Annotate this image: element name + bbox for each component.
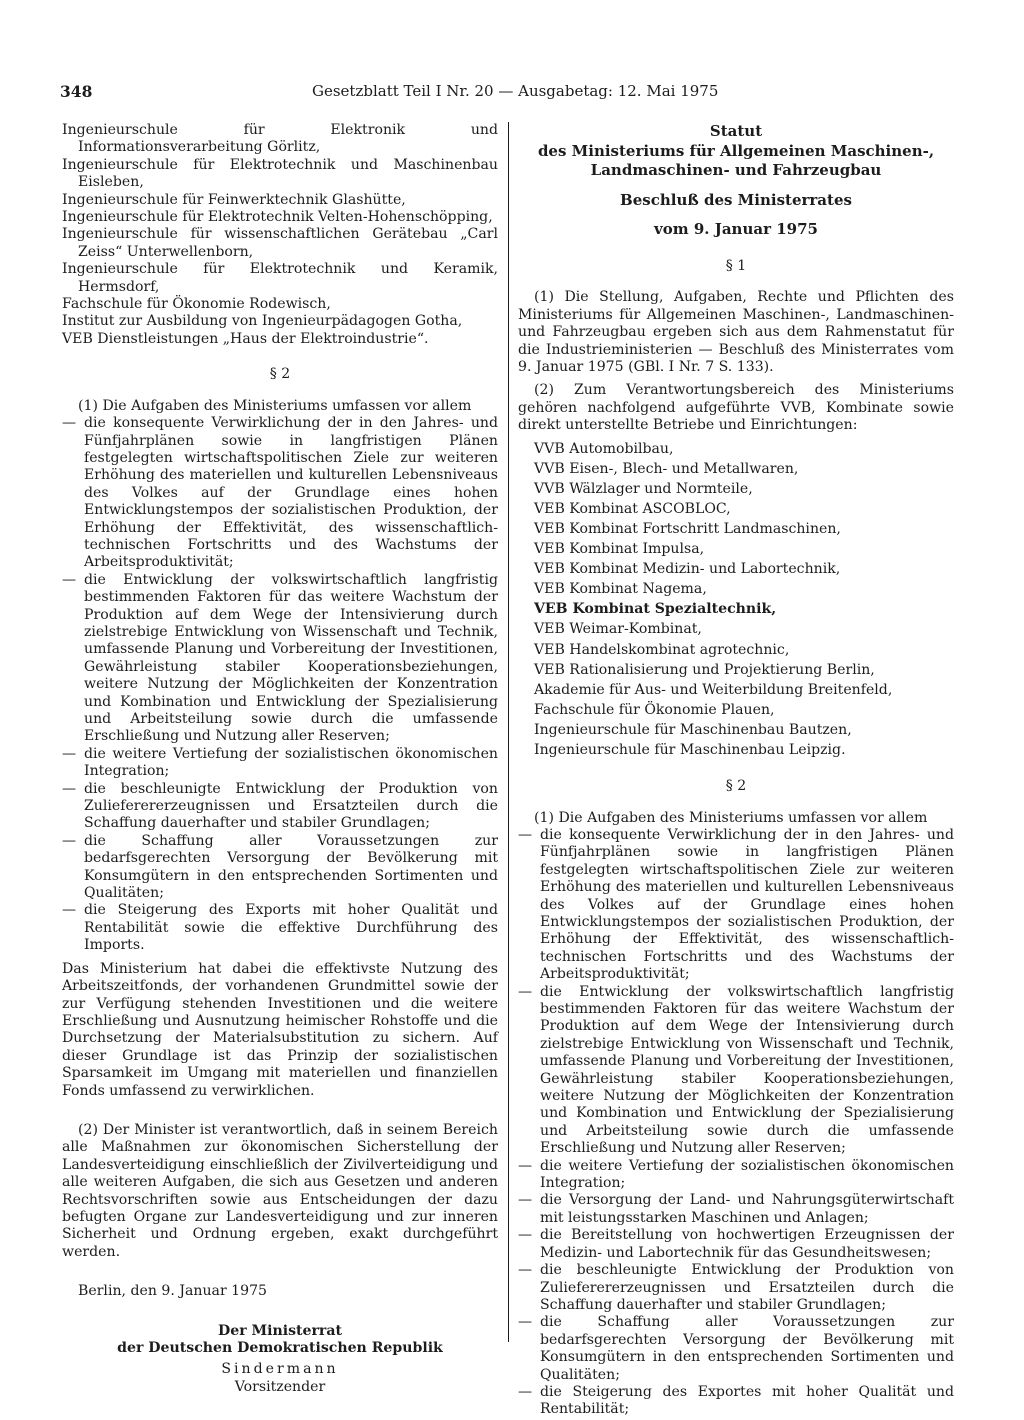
list-item: Institut zur Ausbildung von Ingenieurpädagogen Gotha, bbox=[62, 313, 463, 330]
list-item: VEB Kombinat Medizin- und Labortechnik, bbox=[534, 561, 841, 578]
paragraph-1: (1) Die Stellung, Aufgaben, Rechte und Pflichten des Ministeriums für Allgemeinen Maschinen-, Landmaschinen- und Fahrzeugbau ergeben sich aus dem Rahmenstatut für die Industrieministerien — Beschluß des Ministerrates vom 9. Januar 1975 (GBl. I Nr. 7 S. 133). bbox=[518, 289, 954, 375]
paragraph-ministry: Das Ministerium hat dabei die effektivste Nutzung des Arbeitszeitfonds, der vorhandenen Grundmittel sowie der zur Verfügung stehenden Investitionen und die weitere Erschließung und Ausnutzung heimischer Rohstoffe und die Durchsetzung der Materialsubstitution zu sichern. Auf dieser Grundlage ist das Prinzip der sozialistischen Sparsamkeit im Umgang mit materiellen und finanziellen Fonds umfassend zu verwirklichen. bbox=[62, 960, 498, 1099]
list-item: Akademie für Aus- und Weiterbildung Breitenfeld, bbox=[534, 681, 893, 698]
bullet-item bbox=[62, 833, 498, 903]
signature-body bbox=[62, 1323, 498, 1358]
gazette-header-title: Gesetzblatt Teil I Nr. 20 — Ausgabetag: 12. Mai 1975 bbox=[312, 82, 719, 100]
bullet-text: die weitere Vertiefung der sozialistischen ökonomischen Integration; bbox=[540, 1157, 954, 1192]
statute-subtitle: Beschluß des Ministerrates bbox=[620, 190, 852, 209]
bullet-text: die Steigerung des Exportes mit hoher Qualität und Rentabilität; bbox=[540, 1383, 954, 1418]
list-item: Ingenieurschule für Feinwerktechnik Glashütte, bbox=[62, 191, 406, 208]
dash-marker: — bbox=[518, 983, 533, 1000]
dash-marker: — bbox=[518, 1192, 533, 1209]
bullet-text: die Bereitstellung von hochwertigen Erzeugnissen der Medizin- und Labortechnik für das Gesundheitswesen; bbox=[540, 1227, 954, 1261]
right-column bbox=[518, 122, 954, 1419]
statute-date: vom 9. Januar 1975 bbox=[654, 220, 818, 239]
place-date: Berlin, den 9. Januar 1975 bbox=[78, 1283, 268, 1300]
list-item: Ingenieurschule für Maschinenbau Leipzig. bbox=[534, 742, 846, 759]
list-item: Ingenieurschule für wissenschaftlichen Gerätebau „Carl Zeiss“ Unterwellenborn, bbox=[62, 226, 498, 260]
list-item: VEB Weimar-Kombinat, bbox=[534, 621, 702, 638]
statute-title bbox=[518, 122, 954, 240]
bullet-text: die beschleunigte Entwicklung der Produktion von Zulieferererzeugnissen und Ersatzteilen durch die Schaffung dauerhafter und stabiler Grundlagen; bbox=[84, 780, 498, 832]
column-divider bbox=[508, 122, 509, 1342]
dash-marker: — bbox=[518, 826, 533, 843]
bullet-item bbox=[518, 1314, 954, 1384]
bullet-item bbox=[518, 1158, 954, 1193]
bullet-item bbox=[518, 827, 954, 984]
dash-marker: — bbox=[62, 415, 77, 432]
dash-marker: — bbox=[518, 1157, 533, 1174]
dash-marker: — bbox=[518, 1383, 533, 1400]
signer-name: Sindermann bbox=[221, 1361, 339, 1378]
bullet-item bbox=[62, 746, 498, 781]
section-intro: (1) Die Aufgaben des Ministeriums umfassen vor allem bbox=[78, 397, 472, 414]
list-item: VEB Kombinat Nagema, bbox=[534, 581, 707, 598]
dash-marker: — bbox=[62, 902, 77, 919]
bullet-item bbox=[518, 984, 954, 1158]
dash-marker: — bbox=[518, 1314, 533, 1331]
entity-list bbox=[518, 439, 954, 761]
page-header bbox=[60, 82, 960, 104]
list-item: VEB Kombinat Spezialtechnik, bbox=[534, 601, 777, 618]
list-item: VEB Handelskombinat agrotechnic, bbox=[534, 641, 790, 658]
left-column bbox=[62, 122, 498, 1396]
bullet-item bbox=[62, 902, 498, 954]
dash-marker: — bbox=[518, 1227, 533, 1244]
bullet-text: die Steigerung des Exports mit hoher Qualität und Rentabilität sowie die effektive Durchführung des Imports. bbox=[84, 902, 498, 954]
bullet-item bbox=[518, 1192, 954, 1227]
signature-body-line: der Deutschen Demokratischen Republik bbox=[117, 1340, 443, 1356]
list-item: Ingenieurschule für Elektrotechnik Velten-Hohenschöpping, bbox=[62, 209, 493, 226]
dash-marker: — bbox=[62, 780, 77, 797]
dash-marker: — bbox=[62, 745, 77, 762]
list-item: VVB Eisen-, Blech- und Metallwaren, bbox=[534, 460, 799, 477]
page-number: 348 bbox=[60, 82, 93, 101]
title-line: des Ministeriums für Allgemeinen Maschinen-, bbox=[537, 141, 935, 160]
bullet-item bbox=[518, 1384, 954, 1419]
list-item: VEB Kombinat Impulsa, bbox=[534, 541, 705, 558]
signature-body-line: Der Ministerrat bbox=[218, 1322, 342, 1339]
dash-marker: — bbox=[518, 1262, 533, 1279]
bullet-text: die Entwicklung der volkswirtschaftlich langfristig bestimmenden Faktoren für das weitere Wachstum der Produktion auf dem Wege der Intensivierung durch zielstrebige Entwicklung von Wissenschaft und Technik, umfassende Planung und Vorbereitung der Investitionen, Gewährleistung stabiler Kooperationsbeziehungen, weitere Nutzung der Möglichkeiten der Konzentration und Kombination und Entwicklung der Spezialisierung und Arbeitsteilung sowie durch die umfassende Erschließung und Nutzung aller Reserven; bbox=[540, 983, 954, 1157]
bullet-text: die konsequente Verwirklichung der in den Jahres- und Fünfjahrplänen sowie in langfristigen Plänen festgelegten wirtschaftspolitischen Ziele zur weiteren Erhöhung des materiellen und kulturellen Lebensniveaus des Volkes auf der Grundlage eines hohen Entwicklungstempos der sozialistischen Produktion, der Erhöhung der Effektivität, des wissenschaftlich-technischen Fortschritts und des Wachstums der Arbeitsproduktivität; bbox=[84, 415, 498, 571]
paragraph-2: (2) Zum Verantwortungsbereich des Ministeriums gehören nachfolgend aufgeführte VVB, Kombinate sowie direkt unterstellte Betriebe und Einrichtungen: bbox=[518, 382, 954, 434]
bullet-text: die weitere Vertiefung der sozialistischen ökonomischen Integration; bbox=[84, 745, 498, 780]
bullet-text: die Schaffung aller Voraussetzungen zur bedarfsgerechten Versorgung der Bevölkerung mit Konsumgütern in den entsprechenden Sortimenten und Qualitäten; bbox=[84, 832, 498, 902]
signer-title: Vorsitzender bbox=[234, 1378, 326, 1395]
bullet-item bbox=[62, 415, 498, 572]
section-heading: § 2 bbox=[725, 778, 747, 795]
section-intro: (1) Die Aufgaben des Ministeriums umfassen vor allem bbox=[534, 809, 928, 826]
paragraph-minister: (2) Der Minister ist verantwortlich, daß in seinem Bereich alle Maßnahmen zur ökonomischen Sicherstellung der Landesverteidigung einschließlich der Zivilverteidigung und alle weiteren Aufgaben, die sich aus Gesetzen und anderen Rechtsvorschriften sowie aus Entscheidungen der dazu befugten Organe zur Landesverteidigung und zur inneren Sicherheit und Ordnung ergeben, exakt durchgeführt werden. bbox=[62, 1121, 498, 1260]
bullet-text: die Versorgung der Land- und Nahrungsgüterwirtschaft mit leistungsstarken Maschinen und Anlagen; bbox=[540, 1192, 954, 1226]
dash-marker: — bbox=[62, 571, 77, 588]
bullet-item bbox=[62, 572, 498, 746]
list-item: Fachschule für Ökonomie Plauen, bbox=[534, 701, 775, 718]
list-item: Ingenieurschule für Elektronik und Informationsverarbeitung Görlitz, bbox=[62, 122, 498, 156]
bullet-text: die Entwicklung der volkswirtschaftlich langfristig bestimmenden Faktoren für das weitere Wachstum der Produktion auf dem Wege der Intensivierung durch zielstrebige Entwicklung von Wissenschaft und Technik, umfassende Planung und Vorbereitung der Investitionen, Gewährleistung stabiler Kooperationsbeziehungen, weitere Nutzung der Möglichkeiten der Konzentration und Kombination und Entwicklung der Spezialisierung und Arbeitsteilung sowie durch die umfassende Erschließung und Nutzung aller Reserven; bbox=[84, 571, 498, 745]
bullet-text: die konsequente Verwirklichung der in den Jahres- und Fünfjahrplänen sowie in langfristigen Plänen festgelegten wirtschaftspolitischen Ziele zur weiteren Erhöhung des materiellen und kulturellen Lebensniveaus des Volkes auf der Grundlage eines hohen Entwicklungstempos der sozialistischen Produktion, der Erhöhung der Effektivität, des wissenschaftlich-technischen Fortschritts und des Wachstums der Arbeitsproduktivität; bbox=[540, 826, 954, 983]
bullet-text: die beschleunigte Entwicklung der Produktion von Zulieferererzeugnissen und Ersatzteilen durch die Schaffung dauerhafter und stabiler Grundlagen; bbox=[540, 1262, 954, 1313]
list-item: VEB Rationalisierung und Projektierung Berlin, bbox=[534, 661, 875, 678]
title-line: Landmaschinen- und Fahrzeugbau bbox=[590, 161, 882, 180]
bullet-item bbox=[518, 1227, 954, 1262]
section-heading: § 2 bbox=[269, 366, 291, 383]
list-item: Fachschule für Ökonomie Rodewisch, bbox=[62, 296, 331, 313]
institution-list bbox=[62, 122, 498, 348]
title-line: Statut bbox=[709, 122, 763, 140]
list-item: VVB Wälzlager und Normteile, bbox=[534, 480, 753, 497]
list-item: VEB Dienstleistungen „Haus der Elektroindustrie“. bbox=[62, 330, 429, 347]
section-heading: § 1 bbox=[725, 257, 747, 274]
dash-marker: — bbox=[62, 832, 77, 849]
list-item: Ingenieurschule für Elektrotechnik und Keramik, Hermsdorf, bbox=[62, 261, 498, 295]
list-item: VVB Automobilbau, bbox=[534, 440, 674, 457]
list-item: Ingenieurschule für Elektrotechnik und Maschinenbau Eisleben, bbox=[62, 156, 498, 191]
list-item: VEB Kombinat ASCOBLOC, bbox=[534, 500, 731, 517]
list-item: Ingenieurschule für Maschinenbau Bautzen, bbox=[534, 721, 852, 738]
bullet-item bbox=[518, 1262, 954, 1314]
bullet-item bbox=[62, 781, 498, 833]
list-item: VEB Kombinat Fortschritt Landmaschinen, bbox=[534, 521, 841, 537]
bullet-text: die Schaffung aller Voraussetzungen zur bedarfsgerechten Versorgung der Bevölkerung mit Konsumgütern in den entsprechenden Sortimenten und Qualitäten; bbox=[540, 1314, 954, 1383]
